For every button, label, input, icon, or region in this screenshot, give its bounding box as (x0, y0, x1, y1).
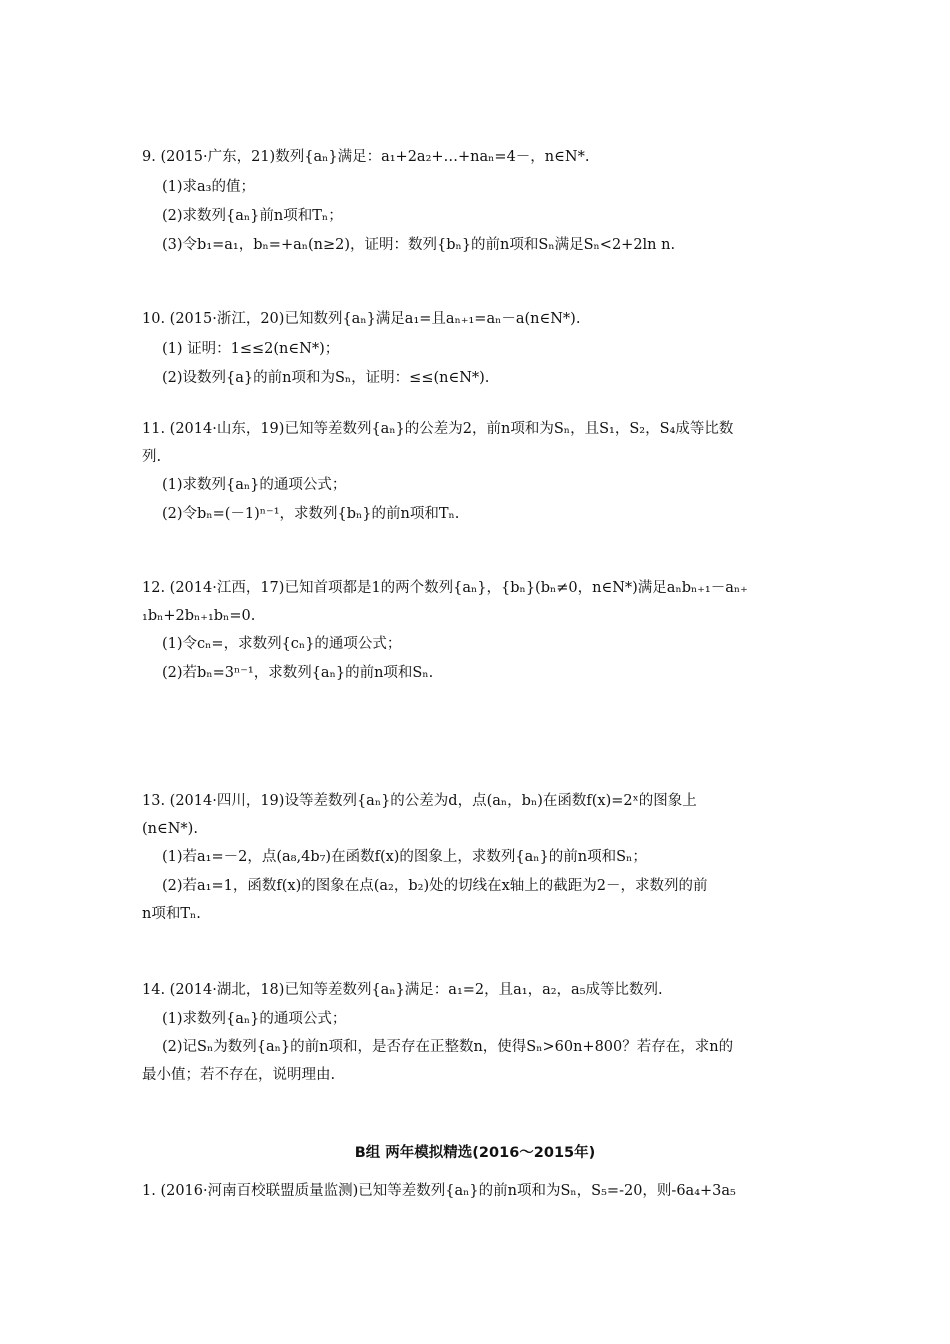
problem-stem: 列. (142, 449, 162, 465)
problem-part: (1)求a₃的值； (162, 179, 255, 195)
problem-part-continued: 最小值；若不存在，说明理由. (142, 1067, 336, 1083)
problem-part: (3)令b₁=a₁，bₙ=+aₙ(n≥2)，证明：数列{bₙ}的前n项和Sₙ满足Sₙ<2+2ln n. (162, 237, 676, 253)
problem-part: (2)若bₙ=3ⁿ⁻¹，求数列{aₙ}的前n项和Sₙ. (162, 665, 434, 681)
problem-part: (2)求数列{aₙ}前n项和Tₙ； (162, 208, 343, 224)
problem-part: (1) 证明：1≤≤2(n∈N*)； (162, 341, 340, 357)
problem-part: (2)若a₁=1，函数f(x)的图象在点(a₂，b₂)处的切线在x轴上的截距为2－，求数列的前 (162, 878, 708, 894)
problem-part: (1)求数列{aₙ}的通项公式； (162, 1011, 347, 1027)
problem-stem: 1. (2016·河南百校联盟质量监测)已知等差数列{aₙ}的前n项和为Sₙ，S₅=-20，则-6a₄+3a₅ (142, 1183, 736, 1199)
problem-part: (1)求数列{aₙ}的通项公式； (162, 477, 347, 493)
problem-part: (2)设数列{a}的前n项和为Sₙ，证明：≤≤(n∈N*). (162, 370, 490, 386)
problem-part: (2)令bₙ=(－1)ⁿ⁻¹，求数列{bₙ}的前n项和Tₙ. (162, 506, 460, 522)
problem-stem: 11. (2014·山东，19)已知等差数列{aₙ}的公差为2，前n项和为Sₙ，且S₁，S₂，S₄成等比数 (142, 421, 734, 437)
problem-stem: 14. (2014·湖北，18)已知等差数列{aₙ}满足：a₁=2，且a₁，a₂，a₅成等比数列. (142, 982, 663, 998)
problem-stem: ₁bₙ+2bₙ₊₁bₙ=0. (142, 608, 256, 624)
section-heading: B组 两年模拟精选(2016～2015年) (354, 1145, 596, 1161)
problem-part: (2)记Sₙ为数列{aₙ}的前n项和，是否存在正整数n，使得Sₙ>60n+800？若存在，求n的 (162, 1039, 734, 1055)
problem-stem: (n∈N*). (142, 821, 198, 837)
problem-stem: 10. (2015·浙江，20)已知数列{aₙ}满足a₁=且aₙ₊₁=aₙ－a(n∈N*). (142, 311, 581, 327)
problem-stem: 12. (2014·江西，17)已知首项都是1的两个数列{aₙ}，{bₙ}(bₙ≠0，n∈N*)满足aₙbₙ₊₁－aₙ₊ (142, 580, 748, 596)
problem-part: (1)若a₁=－2，点(a₈,4b₇)在函数f(x)的图象上，求数列{aₙ}的前n项和Sₙ； (162, 849, 647, 865)
problem-part: (1)令cₙ=，求数列{cₙ}的通项公式； (162, 636, 402, 652)
problem-part-continued: n项和Tₙ. (142, 906, 201, 922)
problem-stem: 9. (2015·广东，21)数列{aₙ}满足：a₁+2a₂+…+naₙ=4－，n∈N*. (142, 149, 590, 165)
problem-stem: 13. (2014·四川，19)设等差数列{aₙ}的公差为d，点(aₙ，bₙ)在函数f(x)=2ˣ的图象上 (142, 793, 697, 809)
